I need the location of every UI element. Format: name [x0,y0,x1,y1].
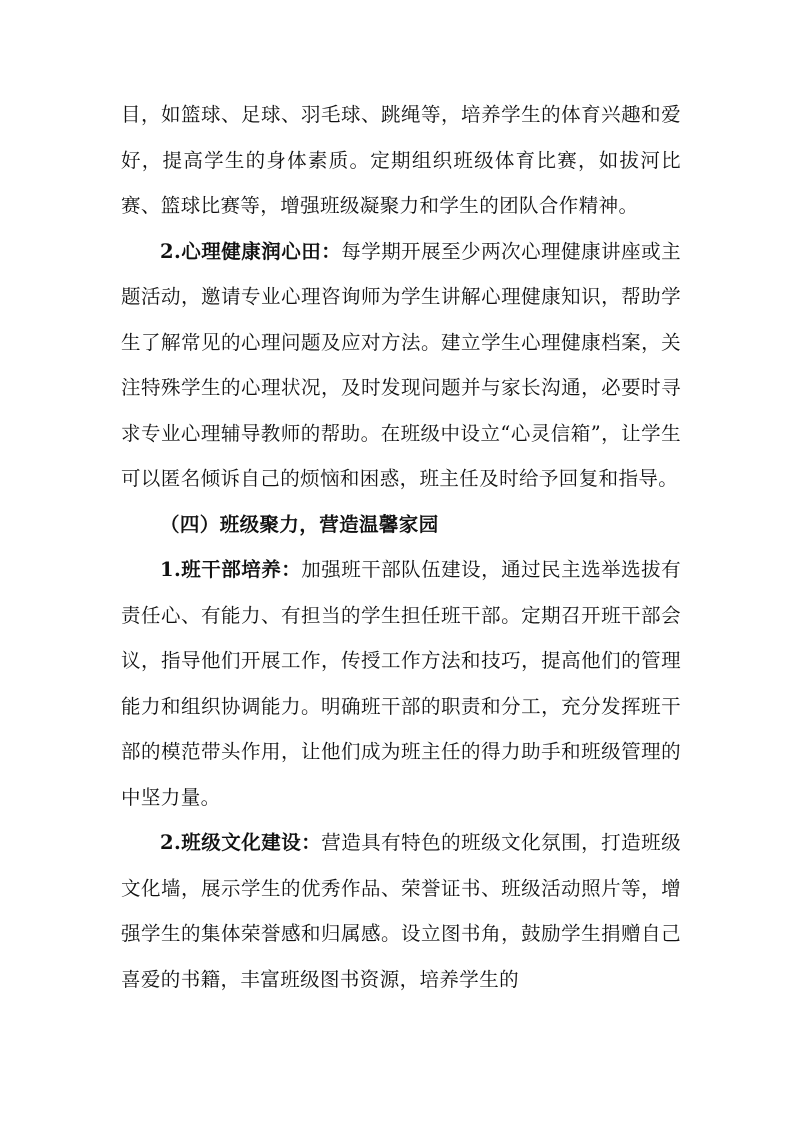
paragraph-text: 目，如篮球、足球、羽毛球、跳绳等，培养学生的体育兴趣和爱好，提高学生的身体素质。定期组织班级体育比赛，如拔河比赛、篮球比赛等，增强班级凝聚力和学生的团队合作精神。 [121,103,681,217]
paragraph-text: 加强班干部队伍建设，通过民主选举选拔有责任心、有能力、有担当的学生担任班干部。定期召开班干部会议，指导他们开展工作，传授工作方法和技巧，提高他们的管理能力和组织协调能力。明确班干部的职责和分工，充分发挥班干部的模范带头作用，让他们成为班主任的得力助手和班级管理的中坚力量。 [121,558,681,809]
paragraph-mental-health [121,229,681,502]
paragraph-class-cadre [121,547,681,820]
paragraph-sports-continuation [121,92,681,229]
section-heading [121,502,681,548]
paragraph-lead: 2.心理健康润心田： [160,239,342,263]
paragraph-lead: 1.班干部培养： [160,558,302,581]
paragraph-lead: 2.班级文化建设： [160,831,322,854]
document-body [121,92,681,1002]
section-heading-text: （四）班级聚力，营造温馨家园 [160,512,439,536]
paragraph-text: 营造具有特色的班级文化氛围，打造班级文化墙，展示学生的优秀作品、荣誉证书、班级活动照片等，增强学生的集体荣誉感和归属感。设立图书角，鼓励学生捐赠自己喜爱的书籍，丰富班级图书资源，培养学生的 [121,831,681,991]
paragraph-class-culture [121,820,681,1002]
paragraph-text: 每学期开展至少两次心理健康讲座或主题活动，邀请专业心理咨询师为学生讲解心理健康知识，帮助学生了解常见的心理问题及应对方法。建立学生心理健康档案，关注特殊学生的心理状况，及时发现问题并与家长沟通，必要时寻求专业心理辅导教师的帮助。在班级中设立“心灵信箱”，让学生可以匿名倾诉自己的烦恼和困惑，班主任及时给予回复和指导。 [121,239,681,490]
